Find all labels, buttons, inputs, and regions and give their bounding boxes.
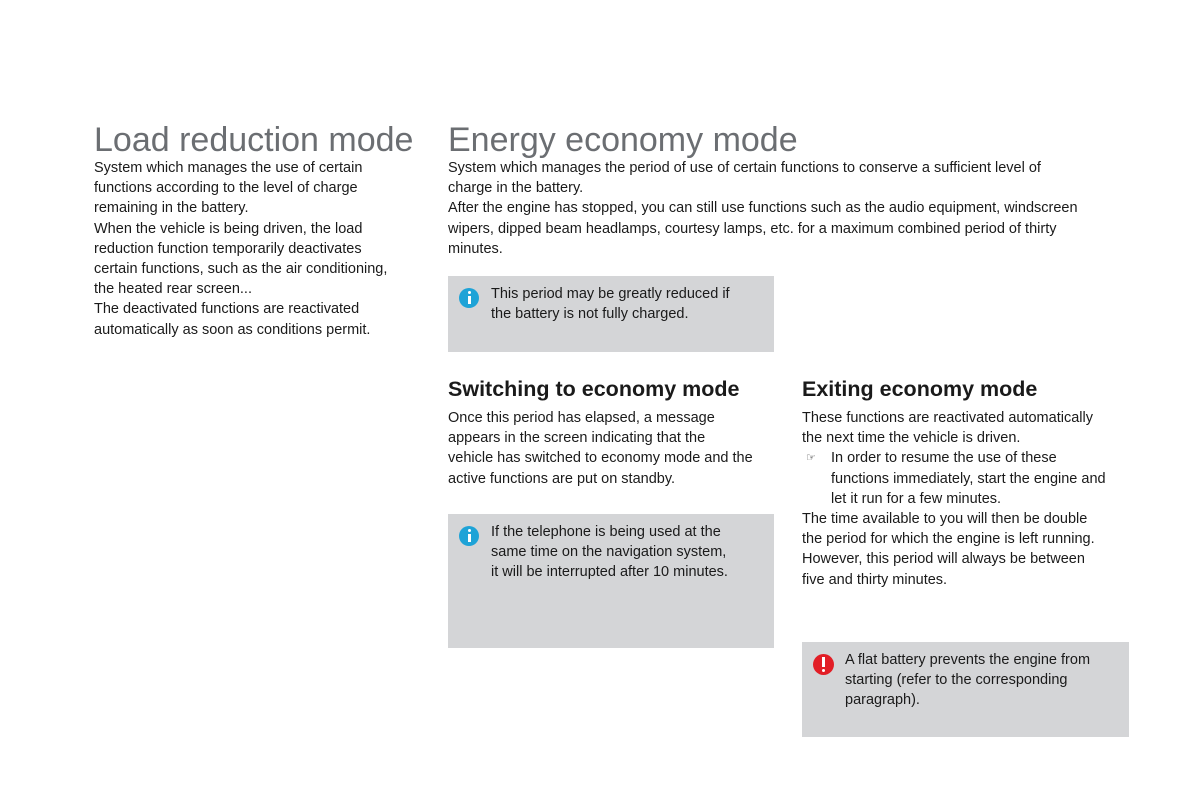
text-line: the battery is not fully charged.: [491, 306, 689, 323]
text-line: These functions are reactivated automatically: [802, 410, 1093, 426]
warning-icon: [813, 654, 834, 675]
info-note-text: [491, 284, 730, 324]
energy-economy-title: Energy economy mode: [448, 121, 798, 159]
text-line: the next time the vehicle is driven.: [802, 430, 1021, 447]
text-line: active functions are put on standby.: [448, 470, 676, 487]
text-line: the period for which the engine is left running.: [802, 531, 1095, 548]
text-line: When the vehicle is being driven, the load: [94, 220, 363, 237]
switching-text: [448, 408, 778, 489]
text-line: vehicle has switched to economy mode and the: [448, 450, 753, 467]
text-line: charge in the battery.: [448, 180, 584, 197]
info-note-telephone: [448, 514, 774, 648]
bullet-item: [802, 448, 1142, 509]
warning-note-text: [845, 650, 1090, 711]
info-icon: [459, 288, 479, 308]
load-reduction-title: Load reduction mode: [94, 121, 414, 159]
pointing-hand-icon: ☞: [806, 452, 816, 465]
text-line: it will be interrupted after 10 minutes.: [491, 564, 728, 581]
text-line: In order to resume the use of these: [831, 450, 1057, 467]
text-line: If the telephone is being used at the: [491, 524, 721, 540]
exiting-title: Exiting economy mode: [802, 377, 1038, 401]
text-line: reduction function temporarily deactivates: [94, 240, 362, 257]
text-line: minutes.: [448, 240, 503, 257]
text-line: The deactivated functions are reactivated: [94, 301, 360, 318]
text-line: automatically as soon as conditions permit.: [94, 321, 371, 338]
info-note-battery: [448, 276, 774, 352]
switching-title: Switching to economy mode: [448, 377, 740, 401]
text-line: wipers, dipped beam headlamps, courtesy lamps, etc. for a maximum combined period of thirty: [448, 220, 1057, 237]
text-line: After the engine has stopped, you can still use functions such as the audio equipment, windscreen: [448, 200, 1078, 217]
text-line: System which manages the period of use of certain functions to conserve a sufficient level of: [448, 160, 1041, 176]
text-line: appears in the screen indicating that the: [448, 430, 706, 447]
warning-note-flat-battery: [802, 642, 1129, 737]
text-line: remaining in the battery.: [94, 200, 249, 217]
text-line: functions immediately, start the engine and: [831, 470, 1106, 487]
text-line: same time on the navigation system,: [491, 544, 727, 561]
text-line: paragraph).: [845, 692, 920, 709]
text-line: functions according to the level of charge: [94, 180, 358, 197]
info-icon: [459, 526, 479, 546]
text-line: let it run for a few minutes.: [831, 490, 1002, 507]
text-line: starting (refer to the corresponding: [845, 672, 1068, 689]
text-line: certain functions, such as the air conditioning,: [94, 261, 388, 278]
info-note-text: [491, 522, 728, 583]
text-line: the heated rear screen...: [94, 281, 252, 298]
text-line: Once this period has elapsed, a message: [448, 410, 715, 426]
text-line: The time available to you will then be double: [802, 511, 1088, 528]
exiting-text: [802, 408, 1142, 590]
load-reduction-text: [94, 158, 424, 340]
text-line: five and thirty minutes.: [802, 571, 948, 588]
text-line: System which manages the use of certain: [94, 160, 363, 176]
text-line: This period may be greatly reduced if: [491, 286, 730, 302]
text-line: However, this period will always be between: [802, 551, 1085, 568]
energy-economy-text: [448, 158, 1148, 259]
text-line: A flat battery prevents the engine from: [845, 652, 1091, 668]
